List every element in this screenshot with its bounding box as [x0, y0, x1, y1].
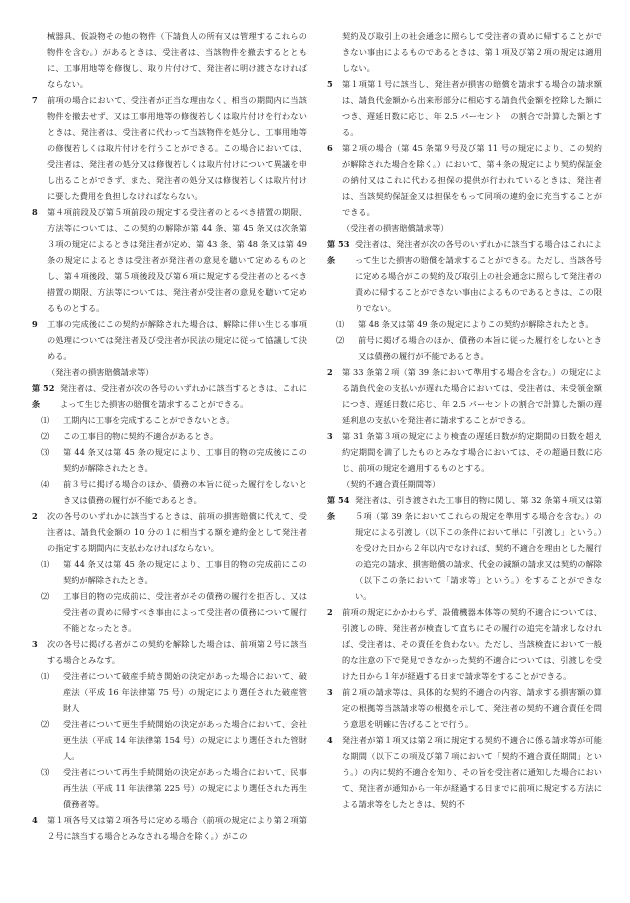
article-54 — [327, 492, 602, 604]
list-item — [32, 716, 307, 764]
paragraph-number: 5 — [327, 79, 333, 89]
item-number: ⑶ — [41, 767, 50, 777]
article-text: 発注者は、受注者が次の各号のいずれかに該当するときは、これによって生じた損害の賠償を請求することができる。 — [60, 383, 307, 409]
paragraph-number: 7 — [32, 95, 38, 105]
article-heading: （発注者の損害賠償請求等） — [47, 367, 154, 377]
paragraph-4 — [32, 812, 307, 844]
continued-paragraph: 械器具、仮設物その他の物件（下請負人の所有又は管理するこれらの物件を含む。）があるときは、受注者は、当該物件を撤去するとともに、工事用地等を修復し、取り片付けて、発注者に明け渡さなければならない。 — [47, 31, 307, 89]
article-number: 第 53 条 — [327, 239, 350, 265]
list-item — [32, 588, 307, 636]
item-text: 前号に掲げる場合のほか、債務の本旨に従った履行をしないとき又は債務の履行が不能であるとき。 — [358, 335, 602, 361]
paragraph-text: 第４項前段及び第５項前段の規定する受注者のとるべき措置の期限、方法等については、この契約の解除が第 44 条、第 45 条又は次条第３項の規定によるときは発注者が定め、第 43 条、第 48 条又は第 49 条の規定によるときは受注者が発注者の意見を聴いて定めるものとし、第４項後段、第５項後段及び第６項に規定する受注者のとるべき措置の期限、方法等については、発注者が受注者の意見を聴いて定めるものとする。 — [47, 207, 307, 313]
item-text: 工期内に工事を完成することができないとき。 — [63, 415, 235, 425]
list-item — [327, 332, 602, 364]
item-number: ⑵ — [336, 335, 345, 345]
continued-paragraph: 契約及び取引上の社会通念に照らして受注者の責めに帰することができない事由によるものであるときは、第１項及び第２項の規定は適用しない。 — [342, 31, 602, 73]
paragraph-text: 次の各号に掲げる者がこの契約を解除した場合は、前項第２号に該当する場合とみなす。 — [47, 639, 307, 665]
paragraph-7 — [32, 92, 307, 204]
paragraph-number: 4 — [327, 735, 333, 745]
paragraph-number: 2 — [32, 511, 38, 521]
paragraph-2 — [327, 604, 602, 684]
paragraph-number: 8 — [32, 207, 38, 217]
item-number: ⑵ — [41, 591, 50, 601]
item-text: 第 44 条又は第 45 条の規定により、工事目的物の完成前にこの契約が解除されたとき。 — [63, 559, 307, 585]
item-text: 受注者について更生手続開始の決定があった場合において、会社更生法（平成 14 年法律第 154 号）の規定により選任された管財人。 — [63, 719, 307, 761]
right-column — [327, 28, 602, 812]
paragraph-text: 第１項第１号に該当し、発注者が損害の賠償を請求する場合の請求額は、請負代金額から出来形部分に相応する請負代金額を控除した額につき、遅延日数に応じ、年 2.5 パーセント の割合で計算した額とする。 — [342, 79, 602, 137]
list-item — [32, 476, 307, 508]
paragraph-text: 発注者が第１項又は第２項に規定する契約不適合に係る請求等が可能な期間（以下この項及び第７項において「契約不適合責任期間」という。）の内に契約不適合を知り、その旨を受注者に通知した場合において、発注者が通知から一年が経過する日までに前項に規定する方法による請求等をしたときは、契約不 — [342, 735, 602, 809]
paragraph-text: 工事の完成後にこの契約が解除された場合は、解除に伴い生じる事項の処理については発注者及び受注者が民法の規定に従って協議して決める。 — [47, 319, 307, 361]
list-item — [32, 764, 307, 812]
item-text: 前３号に掲げる場合のほか、債務の本旨に従った履行をしないとき又は債務の履行が不能であるとき。 — [63, 479, 307, 505]
paragraph-text: 第１項各号又は第２項各号に定める場合（前項の規定により第２項第２号に該当する場合とみなされる場合を除く。）がこの — [47, 815, 307, 841]
paragraph-number: 3 — [327, 687, 333, 697]
item-text: 第 48 条又は第 49 条の規定によりこの契約が解除されたとき。 — [358, 319, 594, 329]
paragraph-5 — [327, 76, 602, 140]
paragraph-text: 前２項の請求等は、具体的な契約不適合の内容、請求する損害額の算定の根拠等当該請求等の根拠を示して、発注者の契約不適合責任を問う意思を明確に告げることで行う。 — [342, 687, 602, 729]
article-number: 第 54 条 — [327, 495, 350, 521]
list-item — [327, 316, 602, 332]
paragraph-number: 4 — [32, 815, 38, 825]
list-item — [32, 556, 307, 588]
paragraph-number: 9 — [32, 319, 38, 329]
paragraph-number: 3 — [327, 431, 333, 441]
item-text: 第 44 条又は第 45 条の規定により、工事目的物の完成後にこの契約が解除されたとき。 — [63, 447, 307, 473]
paragraph-text: 前項の場合において、受注者が正当な理由なく、相当の期間内に当該物件を撤去せず、又は工事用地等の修復若しくは取片付けを行わないときは、発注者は、受注者に代わって当該物件を処分し、工事用地等の修復若しくは取片付けを行うことができる。この場合においては、受注者は、発注者の処分又は修復若しくは取片付けについて異議を申し出ることができず、また、発注者の処分又は修復若しくは取片付けに要した費用を負担しなければならない。 — [47, 95, 307, 201]
paragraph-text: 第 31 条第３項の規定により検査の遅延日数が約定期間の日数を超え約定期間を満了したものとみなす場合においては、その超過日数に応じ、前項の規定を適用するものとする。 — [342, 431, 602, 473]
paragraph-number: 2 — [327, 607, 333, 617]
article-text: 受注者は、発注者が次の各号のいずれかに該当する場合はこれによって生じた損害の賠償を請求することができる。ただし、当該各号に定める場合がこの契約及び取引上の社会通念に照らして発注者の責めに帰することができない事由によるものであるときは、この限りでない。 — [355, 239, 602, 313]
item-text: 受注者について再生手続開始の決定があった場合において、民事再生法（平成 11 年法律第 225 号）の規定により選任された再生債務者等。 — [63, 767, 307, 809]
article-52 — [32, 380, 307, 412]
item-number: ⑷ — [41, 479, 50, 489]
item-number: ⑶ — [41, 447, 50, 457]
item-number: ⑵ — [41, 431, 50, 441]
article-heading: （契約不適合責任期間等） — [342, 479, 441, 489]
article-text: 発注者は、引き渡された工事目的物に関し、第 32 条第４項又は第５項（第 39 条においてこれらの規定を準用する場合を含む。）の規定による引渡し（以下この条件において単に「引渡し」という。）を受けた日から２年以内でなければ、契約不適合を理由とした履行の追完の請求、損害賠償の請求、代金の減額の請求又は契約の解除（以下この条において「請求等」という。）をすることができない。 — [355, 495, 602, 601]
paragraph-text: 前項の規定にかかわらず、設備機器本体等の契約不適合については、引渡しの時、発注者が検査して直ちにその履行の追完を請求しなければ、受注者は、その責任を負わない。ただし、当該検査において一般的な注意の下で発見できなかった契約不適合については、引渡しを受けた日から１年が経過する日まで請求等をすることができる。 — [342, 607, 602, 681]
left-column — [32, 28, 307, 844]
item-text: 受注者について破産手続き開始の決定があった場合において、破産法（平成 16 年法律第 75 号）の規定により選任された破産管財人 — [63, 671, 307, 713]
list-item — [32, 412, 307, 428]
list-item — [32, 668, 307, 716]
paragraph-4 — [327, 732, 602, 812]
article-number: 第 52 条 — [32, 383, 55, 409]
paragraph-3 — [327, 684, 602, 732]
paragraph-text: 第 33 条第２項（第 39 条において準用する場合を含む。）の規定による請負代金の支払いが遅れた場合においては、受注者は、未受領金額につき、遅延日数に応じ、年 2.5 パーセントの割合で計算した額の遅延利息の支払いを発注者に請求することができる。 — [342, 367, 602, 425]
paragraph-8 — [32, 204, 307, 316]
item-number: ⑴ — [41, 415, 50, 425]
list-item — [32, 444, 307, 476]
paragraph-2 — [327, 364, 602, 428]
paragraph-2 — [32, 508, 307, 556]
item-number: ⑴ — [41, 559, 50, 569]
article-53 — [327, 236, 602, 316]
item-text: 工事目的物の完成前に、受注者がその債務の履行を拒否し、又は受注者の責めに帰すべき事由によって受注者の債務について履行不能となったとき。 — [63, 591, 307, 633]
item-number: ⑵ — [41, 719, 50, 729]
paragraph-3 — [32, 636, 307, 668]
item-number: ⑴ — [41, 671, 50, 681]
paragraph-3 — [327, 428, 602, 476]
paragraph-6 — [327, 140, 602, 220]
item-text: この工事目的物に契約不適合があるとき。 — [63, 431, 219, 441]
paragraph-text: 第２項の場合（第 45 条第９号及び第 11 号の規定により、この契約が解除された場合を除く。）において、第４条の規定により契約保証金の納付又はこれに代わる担保の提供が行われているときは、発注者は、当該契約保証金又は担保をもって同項の違約金に充当することができる。 — [342, 143, 602, 217]
article-heading: （受注者の損害賠償請求等） — [342, 223, 449, 233]
paragraph-number: 2 — [327, 367, 333, 377]
paragraph-9 — [32, 316, 307, 364]
paragraph-text: 次の各号のいずれかに該当するときは、前項の損害賠償に代えて、受注者は、請負代金額の 10 分の１に相当する額を違約金として発注者の指定する期間内に支払わなければならない。 — [47, 511, 307, 553]
paragraph-number: 6 — [327, 143, 333, 153]
item-number: ⑴ — [336, 319, 345, 329]
list-item — [32, 428, 307, 444]
paragraph-number: 3 — [32, 639, 38, 649]
